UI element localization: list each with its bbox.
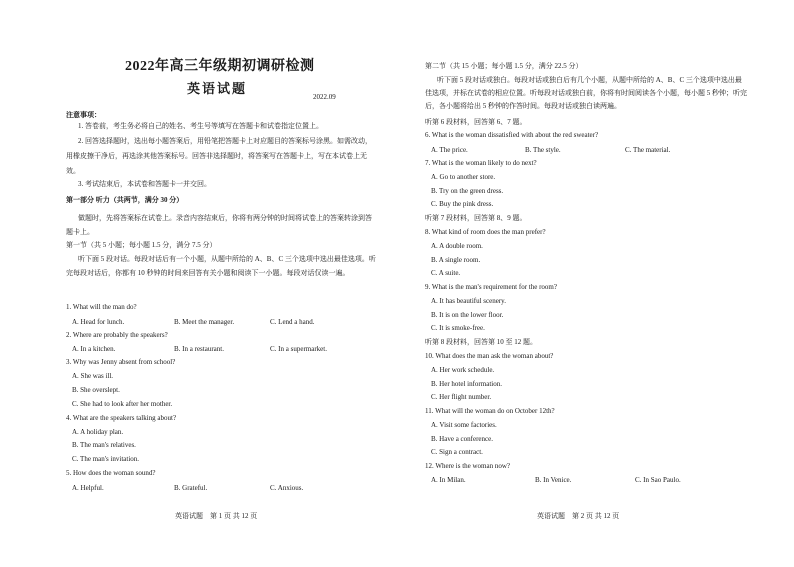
exam-date: 2022.09 [313, 93, 336, 101]
option-11c: C. Sign a contract. [431, 448, 483, 456]
option-9c: C. It is smoke-free. [431, 324, 485, 332]
option-9b: B. It is on the lower floor. [431, 311, 504, 319]
section2-intro: 听下面 5 段对话或独白。每段对话或独白后有几个小题，从题中所给的 A、B、C 三个选项中选出最佳选项，并标在试卷的相应位置。听每段对话或独白前，你将有时间阅读各个小题，每小题 5 秒钟；听完后，各小题将给出 5 秒钟的作答时间。每段对话或独白读两遍。 [425, 76, 747, 110]
option-12c: C. In Sao Paulo. [635, 476, 681, 484]
option-8a: A. A double room. [431, 242, 483, 250]
page-footer-left: 英语试题 第 1 页 共 12 页 [175, 512, 258, 520]
question-1: 1. What will the man do? [66, 303, 137, 311]
option-2a: A. In a kitchen. [72, 345, 116, 353]
option-11b: B. Have a conference. [431, 435, 493, 443]
option-10a: A. Her work schedule. [431, 366, 495, 374]
page-footer-right: 英语试题 第 2 页 共 12 页 [537, 512, 620, 520]
material-7: 听第 7 段材料，回答第 8、9 题。 [425, 214, 527, 222]
option-8c: C. A suite. [431, 269, 461, 277]
notice-heading: 注意事项： [66, 111, 101, 119]
notice-1: 1. 答卷前，考生务必将自己的姓名、考生号等填写在答题卡和试卷指定位置上。 [78, 122, 323, 130]
option-7b: B. Try on the green dress. [431, 187, 504, 195]
option-7c: C. Buy the pink dress. [431, 200, 494, 208]
option-9a: A. It has beautiful scenery. [431, 297, 506, 305]
option-1a: A. Head for lunch. [72, 318, 125, 326]
option-3a: A. She was ill. [72, 372, 114, 380]
option-10b: B. Her hotel information. [431, 380, 502, 388]
option-10c: C. Her flight number. [431, 393, 492, 401]
option-6c: C. The material. [625, 146, 671, 154]
option-12a: A. In Milan. [431, 476, 466, 484]
question-9: 9. What is the man's requirement for the room? [425, 283, 557, 291]
option-5c: C. Anxious. [270, 484, 304, 492]
option-1c: C. Lend a hand. [270, 318, 315, 326]
option-7a: A. Go to another store. [431, 173, 496, 181]
option-4b: B. The man's relatives. [72, 441, 136, 449]
option-8b: B. A single room. [431, 256, 481, 264]
question-3: 3. Why was Jenny absent from school? [66, 358, 176, 366]
section1-heading: 第一节（共 5 小题；每小题 1.5 分，满分 7.5 分） [66, 241, 217, 249]
option-1b: B. Meet the manager. [174, 318, 235, 326]
question-6: 6. What is the woman dissatisfied with about the red sweater? [425, 131, 599, 139]
question-4: 4. What are the speakers talking about? [66, 414, 177, 422]
part1-heading: 第一部分 听力（共两节，满分 30 分） [66, 196, 184, 204]
question-2: 2. Where are probably the speakers? [66, 331, 168, 339]
option-5b: B. Grateful. [174, 484, 208, 492]
option-3b: B. She overslept. [72, 386, 120, 394]
part1-intro: 做题时，先将答案标在试卷上。录音内容结束后，你将有两分钟的时间将试卷上的答案转涂到答题卡上。 [66, 214, 372, 236]
material-6: 听第 6 段材料，回答第 6、7 题。 [425, 118, 527, 126]
option-2c: C. In a supermarket. [270, 345, 327, 353]
option-3c: C. She had to look after her mother. [72, 400, 173, 408]
option-6b: B. The style. [525, 146, 561, 154]
option-12b: B. In Venice. [535, 476, 572, 484]
option-4a: A. A holiday plan. [72, 428, 124, 436]
notice-2: 2. 回答选择题时，选出每小题答案后，用铅笔把答题卡上对应题目的答案标号涂黑。如需改动，用橡皮擦干净后，再选涂其他答案标号。回答非选择题时，将答案写在答题卡上，写在本试卷上无效。 [66, 137, 372, 175]
question-8: 8. What kind of room does the man prefer? [425, 228, 546, 236]
option-11a: A. Visit some factories. [431, 421, 497, 429]
question-7: 7. What is the woman likely to do next? [425, 159, 537, 167]
question-12: 12. Where is the woman now? [425, 462, 511, 470]
question-10: 10. What does the man ask the woman about? [425, 352, 554, 360]
question-5: 5. How does the woman sound? [66, 469, 156, 477]
exam-subtitle: 英语试题 [187, 81, 248, 96]
option-6a: A. The price. [431, 146, 468, 154]
section2-heading: 第二节（共 15 小题；每小题 1.5 分，满分 22.5 分） [425, 62, 583, 70]
question-11: 11. What will the woman do on October 12th? [425, 407, 555, 415]
notice-3: 3. 考试结束后，本试卷和答题卡一并交回。 [78, 180, 211, 188]
option-2b: B. In a restaurant. [174, 345, 224, 353]
right-page [397, 0, 794, 567]
option-4c: C. The man's invitation. [72, 455, 140, 463]
exam-title: 2022年高三年级期初调研检测 [125, 59, 315, 74]
material-8: 听第 8 段材料，回答第 10 至 12 题。 [425, 338, 537, 346]
option-5a: A. Helpful. [72, 484, 104, 492]
section1-intro: 听下面 5 段对话。每段对话后有一个小题，从题中所给的 A、B、C 三个选项中选出最佳选项。听完每段对话后，你都有 10 秒钟的时间来回答有关小题和阅读下一小题。每段对话仅读一遍。 [66, 255, 376, 277]
